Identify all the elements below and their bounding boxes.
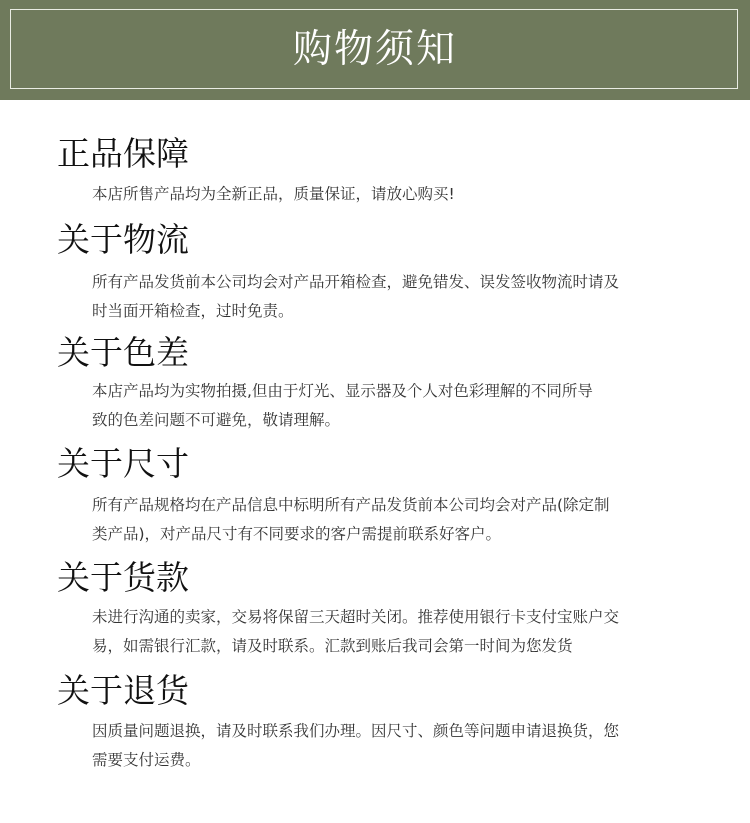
section-line: 所有产品发货前本公司均会对产品开箱检查，避免错发、误发签收物流时请及 [92,273,620,291]
section-body [92,603,692,661]
section-title: 关于物流 [57,220,189,259]
section-body [92,268,692,326]
section-line: 未进行沟通的卖家，交易将保留三天超时关闭。推荐使用银行卡支付宝账户交 [92,608,620,626]
section-line: 易，如需银行汇款，请及时联系。汇款到账后我司会第一时间为您发货 [92,637,573,655]
section-line: 本店产品均为实物拍摄,但由于灯光、显示器及个人对色彩理解的不同所导 [92,382,593,400]
section-title: 关于尺寸 [57,444,189,483]
section-title: 关于色差 [57,333,189,372]
section-line: 所有产品规格均在产品信息中标明所有产品发货前本公司均会对产品(除定制 [92,496,610,514]
page-title: 购物须知 [292,27,457,72]
section-line: 致的色差问题不可避免，敬请理解。 [92,411,341,429]
section-title: 正品保障 [57,134,189,173]
section-line: 因质量问题退换，请及时联系我们办理。因尺寸、颜色等问题申请退换货，您 [92,722,620,740]
section-body [92,491,692,549]
section-title: 关于退货 [57,671,189,710]
section-line: 需要支付运费。 [92,751,201,769]
section-line: 本店所售产品均为全新正品，质量保证，请放心购买! [92,185,455,203]
section-body [92,717,692,775]
section-line: 时当面开箱检查，过时免责。 [92,302,294,320]
section-body [92,377,692,435]
section-line: 类产品)，对产品尺寸有不同要求的客户需提前联系好客户。 [92,525,502,543]
header-banner [0,0,750,100]
section-body [92,180,692,209]
section-title: 关于货款 [57,558,189,597]
